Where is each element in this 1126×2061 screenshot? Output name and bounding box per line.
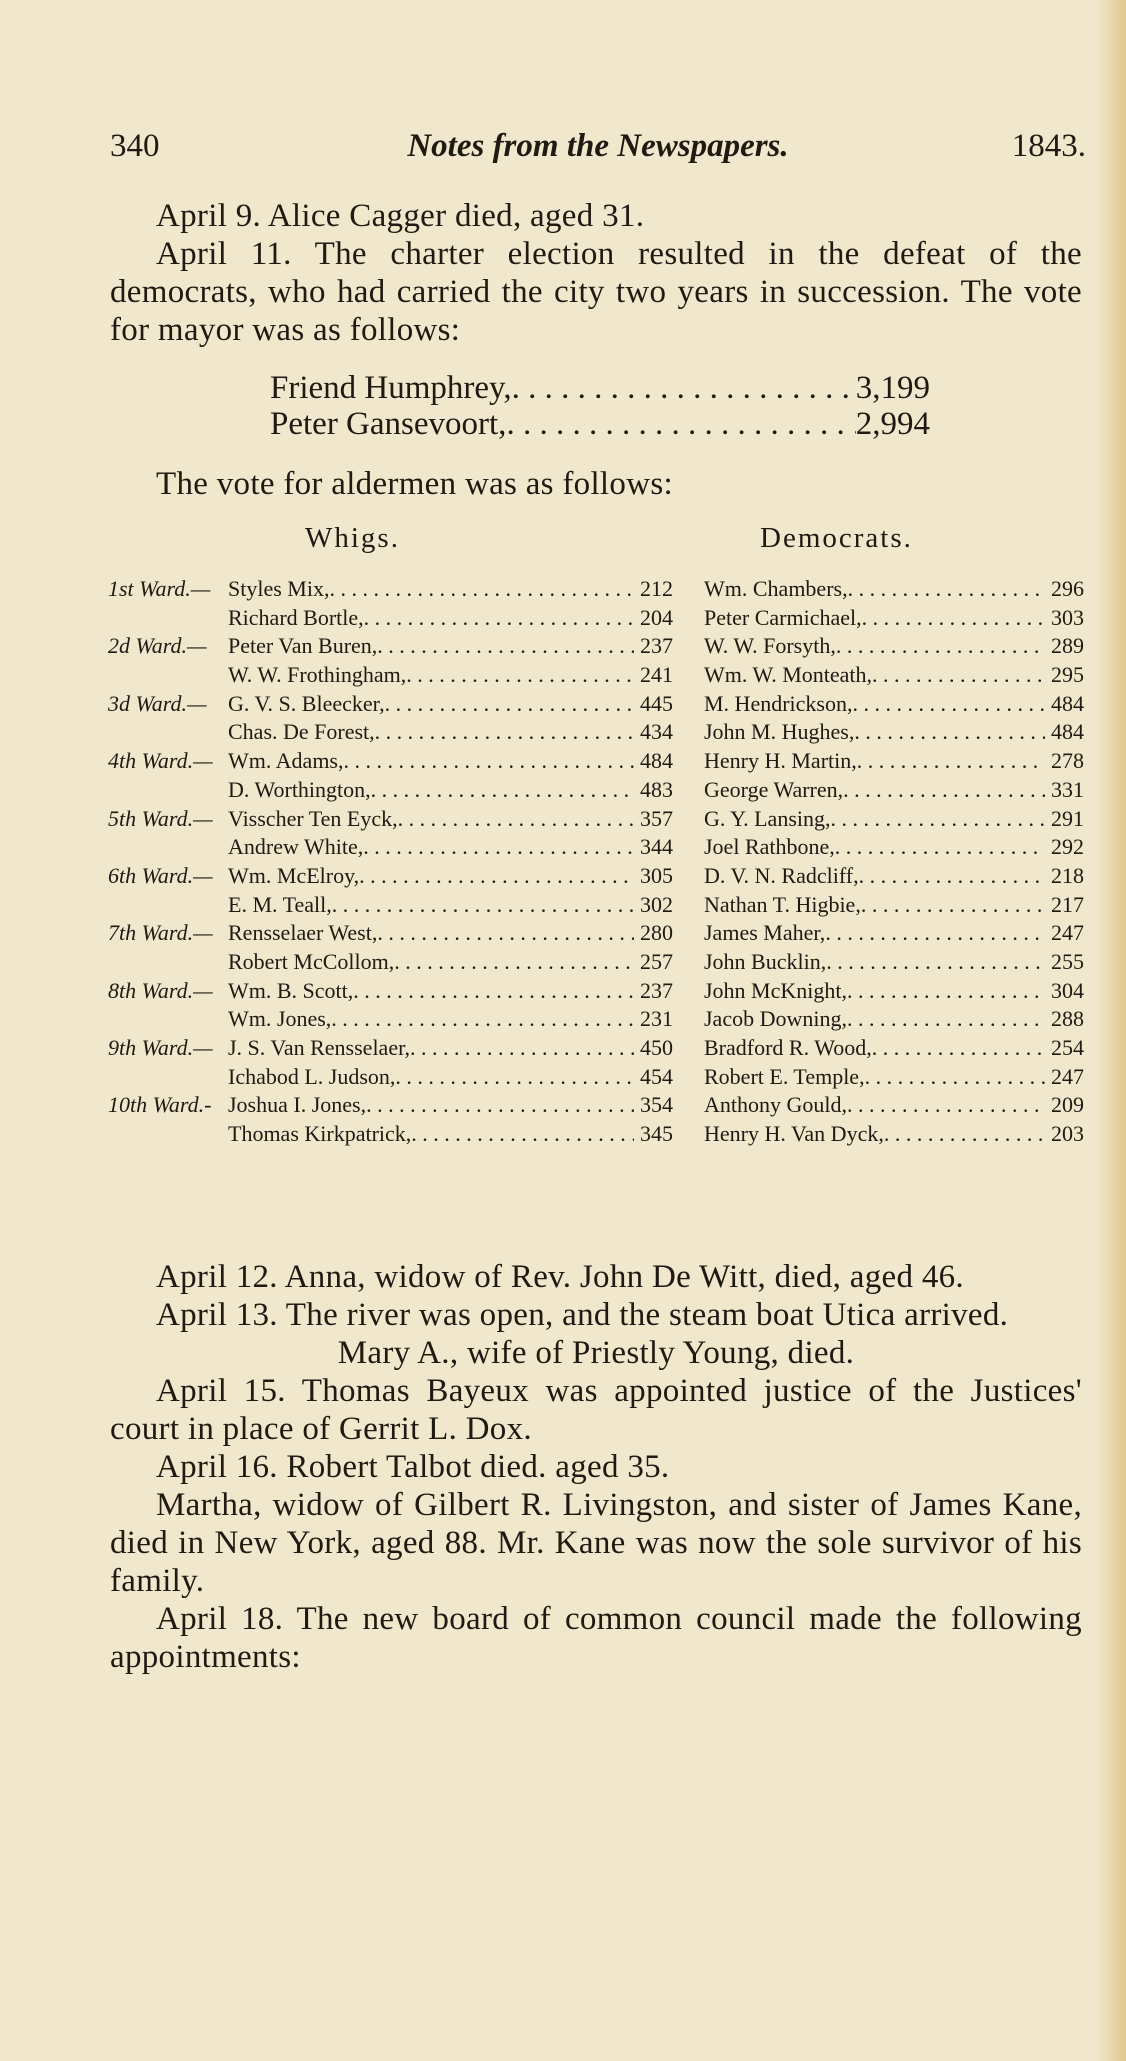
whig-votes: 434 xyxy=(640,719,673,745)
mayor-vote-list xyxy=(270,370,930,442)
whig-candidate xyxy=(108,1034,673,1062)
whig-votes: 237 xyxy=(640,977,673,1003)
whig-name: Styles Mix, xyxy=(228,576,330,601)
mayor-vote-row: Friend Humphrey, . . . 3,199 xyxy=(270,370,930,406)
entry-martha-livingston: Martha, widow of Gilbert R. Livingston, and sister of James Kane, died in New York, aged 88. Mr. Kane was now the sole survivor of his family. xyxy=(110,1487,1082,1599)
democrat-candidate xyxy=(704,948,1084,976)
whig-votes: 231 xyxy=(640,1006,673,1032)
democrat-votes: 203 xyxy=(1051,1121,1084,1147)
democrat-name: Anthony Gould, xyxy=(704,1092,847,1118)
whig-votes: 357 xyxy=(640,805,673,831)
whig-votes: 237 xyxy=(640,633,673,659)
alderman-row xyxy=(108,891,1084,920)
democrat-votes: 217 xyxy=(1051,891,1084,917)
democrat-votes: 288 xyxy=(1051,1006,1084,1032)
whig-name: Richard Bortle, xyxy=(228,604,364,630)
whig-candidate xyxy=(108,690,673,718)
ward-label xyxy=(108,776,228,804)
entry-mary-young: Mary A., wife of Priestly Young, died. xyxy=(337,1335,855,1371)
democrat-votes: 331 xyxy=(1051,776,1084,802)
whig-candidate xyxy=(108,661,673,689)
whig-votes: 302 xyxy=(640,891,673,917)
ward-label xyxy=(108,948,228,976)
democrat-name: Wm. W. Monteath, xyxy=(704,662,873,688)
whig-candidate xyxy=(108,632,673,660)
whig-name: G. V. S. Bleecker, xyxy=(228,690,385,716)
whig-candidate xyxy=(108,977,673,1005)
ward-label xyxy=(108,661,228,689)
alderman-row xyxy=(108,747,1084,776)
democrat-name: M. Hendrickson, xyxy=(704,690,853,716)
alderman-row xyxy=(108,604,1084,633)
whig-candidate xyxy=(108,891,673,919)
whig-name: Wm. McElroy, xyxy=(228,862,360,888)
democrat-name: Jacob Downing, xyxy=(704,1006,847,1032)
whig-candidate xyxy=(108,1005,673,1033)
democrat-name: Nathan T. Higbie, xyxy=(704,891,861,917)
alderman-row xyxy=(108,632,1084,661)
democrat-votes: 296 xyxy=(1051,576,1084,601)
whig-votes: 483 xyxy=(640,776,673,802)
whig-name: W. W. Frothingham, xyxy=(228,662,407,688)
whig-votes: 484 xyxy=(640,748,673,774)
whig-votes: 305 xyxy=(640,862,673,888)
whig-candidate xyxy=(108,776,673,804)
ward-label xyxy=(108,604,228,632)
democrat-votes: 484 xyxy=(1051,719,1084,745)
democrat-votes: 484 xyxy=(1051,690,1084,716)
running-header xyxy=(110,128,1086,178)
whig-votes: 454 xyxy=(640,1063,673,1089)
whig-name: Wm. Adams, xyxy=(228,748,344,774)
whig-name: Wm. B. Scott, xyxy=(228,977,354,1003)
whig-votes: 212 xyxy=(640,576,673,601)
democrat-votes: 292 xyxy=(1051,834,1084,860)
alderman-row xyxy=(108,1063,1084,1092)
democrat-candidate xyxy=(704,1063,1084,1091)
entry-april-13: April 13. The river was open, and the steam boat Utica arrived. xyxy=(156,1297,1009,1333)
democrat-votes: 247 xyxy=(1051,1063,1084,1089)
alderman-row xyxy=(108,948,1084,977)
whig-candidate xyxy=(108,805,673,833)
whig-votes: 354 xyxy=(640,1092,673,1118)
democrat-candidate xyxy=(704,1034,1084,1062)
whig-name: Thomas Kirkpatrick, xyxy=(228,1121,412,1147)
entry-april-12: April 12. Anna, widow of Rev. John De Witt, died, aged 46. xyxy=(156,1259,964,1295)
whig-candidate xyxy=(108,604,673,632)
democrat-votes: 254 xyxy=(1051,1035,1084,1060)
democrat-votes: 247 xyxy=(1051,920,1084,946)
democrat-votes: 289 xyxy=(1051,633,1084,659)
democrat-name: D. V. N. Radcliff, xyxy=(704,862,859,888)
democrat-candidate xyxy=(704,718,1084,746)
entry-april-9: April 9. Alice Cagger died, aged 31. xyxy=(156,198,645,234)
democrat-votes: 304 xyxy=(1051,977,1084,1003)
entry-april-18: April 18. The new board of common council made the following appointments: xyxy=(110,1601,1082,1675)
whig-votes: 204 xyxy=(640,604,673,630)
ward-label xyxy=(108,833,228,861)
whig-votes: 445 xyxy=(640,690,673,716)
ward-label: 2d Ward.— xyxy=(108,633,207,659)
aldermen-intro: The vote for aldermen was as follows: xyxy=(156,466,673,502)
alderman-row xyxy=(108,805,1084,834)
alderman-row xyxy=(108,718,1084,747)
democrat-name: Robert E. Temple, xyxy=(704,1063,865,1089)
ward-label xyxy=(108,1005,228,1033)
democrat-candidate xyxy=(704,661,1084,689)
whig-candidate xyxy=(108,747,673,775)
later-entries xyxy=(110,1258,1082,1676)
entry-april-15: April 15. Thomas Bayeux was appointed justice of the Justices' court in place of Gerrit L. Dox. xyxy=(110,1373,1082,1447)
democrats-heading: Democrats. xyxy=(760,522,913,554)
alderman-row xyxy=(108,1034,1084,1063)
alderman-row xyxy=(108,833,1084,862)
whig-votes: 257 xyxy=(640,948,673,974)
whig-name: D. Worthington, xyxy=(228,776,371,802)
whig-candidate xyxy=(108,1120,673,1148)
democrat-votes: 255 xyxy=(1051,948,1084,974)
alderman-row xyxy=(108,919,1084,948)
aldermen-table xyxy=(108,575,1084,1149)
whig-votes: 241 xyxy=(640,662,673,688)
ward-label: 5th Ward.— xyxy=(108,805,213,831)
democrat-name: John Bucklin, xyxy=(704,948,827,974)
whig-candidate xyxy=(108,718,673,746)
whig-name: Peter Van Buren, xyxy=(228,633,378,659)
mayor-vote-row: Peter Gansevoort, . . . 2,994 xyxy=(270,406,930,442)
democrat-candidate xyxy=(704,919,1084,947)
ward-label: 10th Ward.- xyxy=(108,1092,212,1118)
page-number: 340 xyxy=(110,128,160,164)
whig-name: Ichabod L. Judson, xyxy=(228,1063,396,1089)
page-edge xyxy=(1096,0,1126,2061)
democrat-votes: 278 xyxy=(1051,748,1084,774)
alderman-row xyxy=(108,690,1084,719)
democrat-candidate xyxy=(704,1120,1084,1148)
democrat-name: John M. Hughes, xyxy=(704,719,855,745)
whig-name: Visscher Ten Eyck, xyxy=(228,805,398,831)
ward-label xyxy=(108,891,228,919)
entry-april-11: April 11. The charter election resulted in the defeat of the democrats, who had carried the city two years in succession. The vote for mayor was as follows: xyxy=(110,236,1082,348)
democrat-candidate xyxy=(704,690,1084,718)
democrat-candidate xyxy=(704,776,1084,804)
ward-label: 3d Ward.— xyxy=(108,690,207,716)
democrat-name: John McKnight, xyxy=(704,977,847,1003)
alderman-row xyxy=(108,661,1084,690)
header-year: 1843. xyxy=(1011,128,1086,164)
intro-text xyxy=(110,197,1082,349)
alderman-row xyxy=(108,862,1084,891)
ward-label: 4th Ward.— xyxy=(108,748,213,774)
whig-candidate xyxy=(108,862,673,890)
whig-votes: 280 xyxy=(640,920,673,946)
running-title: Notes from the Newspapers. xyxy=(407,128,789,164)
democrat-name: James Maher, xyxy=(704,920,826,946)
ward-label: 1st Ward.— xyxy=(108,576,211,601)
democrat-candidate xyxy=(704,862,1084,890)
whig-candidate xyxy=(108,575,673,603)
democrat-candidate xyxy=(704,833,1084,861)
ward-label: 6th Ward.— xyxy=(108,862,213,888)
democrat-candidate xyxy=(704,632,1084,660)
whig-votes: 344 xyxy=(640,834,673,860)
whig-name: Chas. De Forest, xyxy=(228,719,375,745)
ward-label: 8th Ward.— xyxy=(108,977,213,1003)
whig-candidate xyxy=(108,1063,673,1091)
democrat-votes: 218 xyxy=(1051,862,1084,888)
alderman-row xyxy=(108,977,1084,1006)
democrat-name: G. Y. Lansing, xyxy=(704,805,831,831)
whig-candidate xyxy=(108,833,673,861)
whigs-heading: Whigs. xyxy=(305,522,400,554)
democrat-name: George Warren, xyxy=(704,776,844,802)
democrat-candidate xyxy=(704,891,1084,919)
whig-votes: 345 xyxy=(640,1121,673,1147)
ward-label xyxy=(108,1120,228,1148)
democrat-candidate xyxy=(704,604,1084,632)
alderman-row xyxy=(108,575,1084,604)
democrat-candidate xyxy=(704,805,1084,833)
alderman-row xyxy=(108,1005,1084,1034)
democrat-name: Henry H. Van Dyck, xyxy=(704,1121,884,1147)
democrat-name: Wm. Chambers, xyxy=(704,576,848,601)
democrat-name: Peter Carmichael, xyxy=(704,604,862,630)
whig-candidate xyxy=(108,1091,673,1119)
entry-april-16: April 16. Robert Talbot died. aged 35. xyxy=(156,1449,670,1485)
democrat-name: Henry H. Martin, xyxy=(704,748,857,774)
democrat-votes: 303 xyxy=(1051,604,1084,630)
whig-name: Rensselaer West, xyxy=(228,920,378,946)
alderman-row xyxy=(108,776,1084,805)
alderman-row xyxy=(108,1120,1084,1149)
whig-name: J. S. Van Rensselaer, xyxy=(228,1035,411,1060)
democrat-votes: 209 xyxy=(1051,1092,1084,1118)
democrat-votes: 295 xyxy=(1051,662,1084,688)
democrat-candidate xyxy=(704,1091,1084,1119)
democrat-name: Joel Rathbone, xyxy=(704,834,835,860)
whig-name: Joshua I. Jones, xyxy=(228,1092,367,1118)
democrat-name: Bradford R. Wood, xyxy=(704,1035,872,1060)
ward-label: 7th Ward.— xyxy=(108,920,213,946)
democrat-name: W. W. Forsyth, xyxy=(704,633,836,659)
democrat-votes: 291 xyxy=(1051,805,1084,831)
whig-candidate xyxy=(108,948,673,976)
democrat-candidate xyxy=(704,747,1084,775)
democrat-candidate xyxy=(704,575,1084,603)
whig-candidate xyxy=(108,919,673,947)
ward-label: 9th Ward.— xyxy=(108,1035,213,1060)
alderman-row xyxy=(108,1091,1084,1120)
whig-votes: 450 xyxy=(640,1035,673,1060)
whig-name: Wm. Jones, xyxy=(228,1006,332,1032)
whig-name: Robert McCollom, xyxy=(228,948,395,974)
whig-name: E. M. Teall, xyxy=(228,891,332,917)
whig-name: Andrew White, xyxy=(228,834,364,860)
democrat-candidate xyxy=(704,977,1084,1005)
ward-label xyxy=(108,718,228,746)
ward-label xyxy=(108,1063,228,1091)
democrat-candidate xyxy=(704,1005,1084,1033)
